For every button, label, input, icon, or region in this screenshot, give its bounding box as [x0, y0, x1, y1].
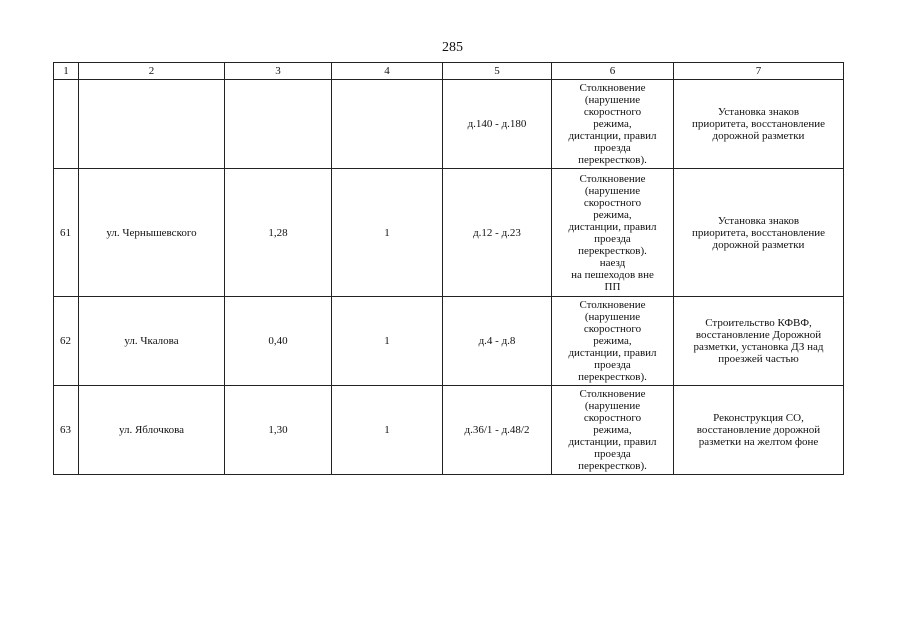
column-header: 7: [674, 63, 844, 80]
house-range: д.12 - д.23: [443, 169, 552, 297]
house-range: д.4 - д.8: [443, 297, 552, 386]
house-range: д.36/1 - д.48/2: [443, 386, 552, 475]
column-header: 4: [332, 63, 443, 80]
table-row: [54, 297, 844, 386]
incident-count: 1: [332, 386, 443, 475]
row-number: [54, 80, 79, 169]
incident-type: Столкновение (нарушение скоростного режима, дистанции, правил проезда перекрестков).: [552, 80, 674, 169]
measures-table: [53, 62, 844, 475]
header-row: [54, 63, 844, 80]
street-name: ул. Чкалова: [79, 297, 225, 386]
column-header: 2: [79, 63, 225, 80]
column-header: 5: [443, 63, 552, 80]
incident-count: [332, 80, 443, 169]
incident-type: Столкновение (нарушение скоростного режима, дистанции, правил проезда перекрестков). наезд на пешеходов вне ПП: [552, 169, 674, 297]
page-number: 285: [442, 40, 463, 55]
planned-measures: Установка знаков приоритета, восстановление дорожной разметки: [674, 169, 844, 297]
column-header: 6: [552, 63, 674, 80]
incident-count: 1: [332, 297, 443, 386]
street-name: [79, 80, 225, 169]
section-length: [225, 80, 332, 169]
table-row: [54, 386, 844, 475]
row-number: 61: [54, 169, 79, 297]
street-name: ул. Яблочкова: [79, 386, 225, 475]
street-name: ул. Чернышевского: [79, 169, 225, 297]
incident-type: Столкновение (нарушение скоростного режима, дистанции, правил проезда перекрестков).: [552, 297, 674, 386]
incident-type: Столкновение (нарушение скоростного режима, дистанции, правил проезда перекрестков).: [552, 386, 674, 475]
column-header: 3: [225, 63, 332, 80]
column-header: 1: [54, 63, 79, 80]
table-row: [54, 169, 844, 297]
section-length: 1,28: [225, 169, 332, 297]
section-length: 0,40: [225, 297, 332, 386]
planned-measures: Реконструкция СО, восстановление дорожной разметки на желтом фоне: [674, 386, 844, 475]
row-number: 63: [54, 386, 79, 475]
incident-count: 1: [332, 169, 443, 297]
table-row: [54, 80, 844, 169]
section-length: 1,30: [225, 386, 332, 475]
row-number: 62: [54, 297, 79, 386]
house-range: д.140 - д.180: [443, 80, 552, 169]
planned-measures: Установка знаков приоритета, восстановление дорожной разметки: [674, 80, 844, 169]
planned-measures: Строительство КФВФ, восстановление Дорожной разметки, установка ДЗ над проезжей частью: [674, 297, 844, 386]
